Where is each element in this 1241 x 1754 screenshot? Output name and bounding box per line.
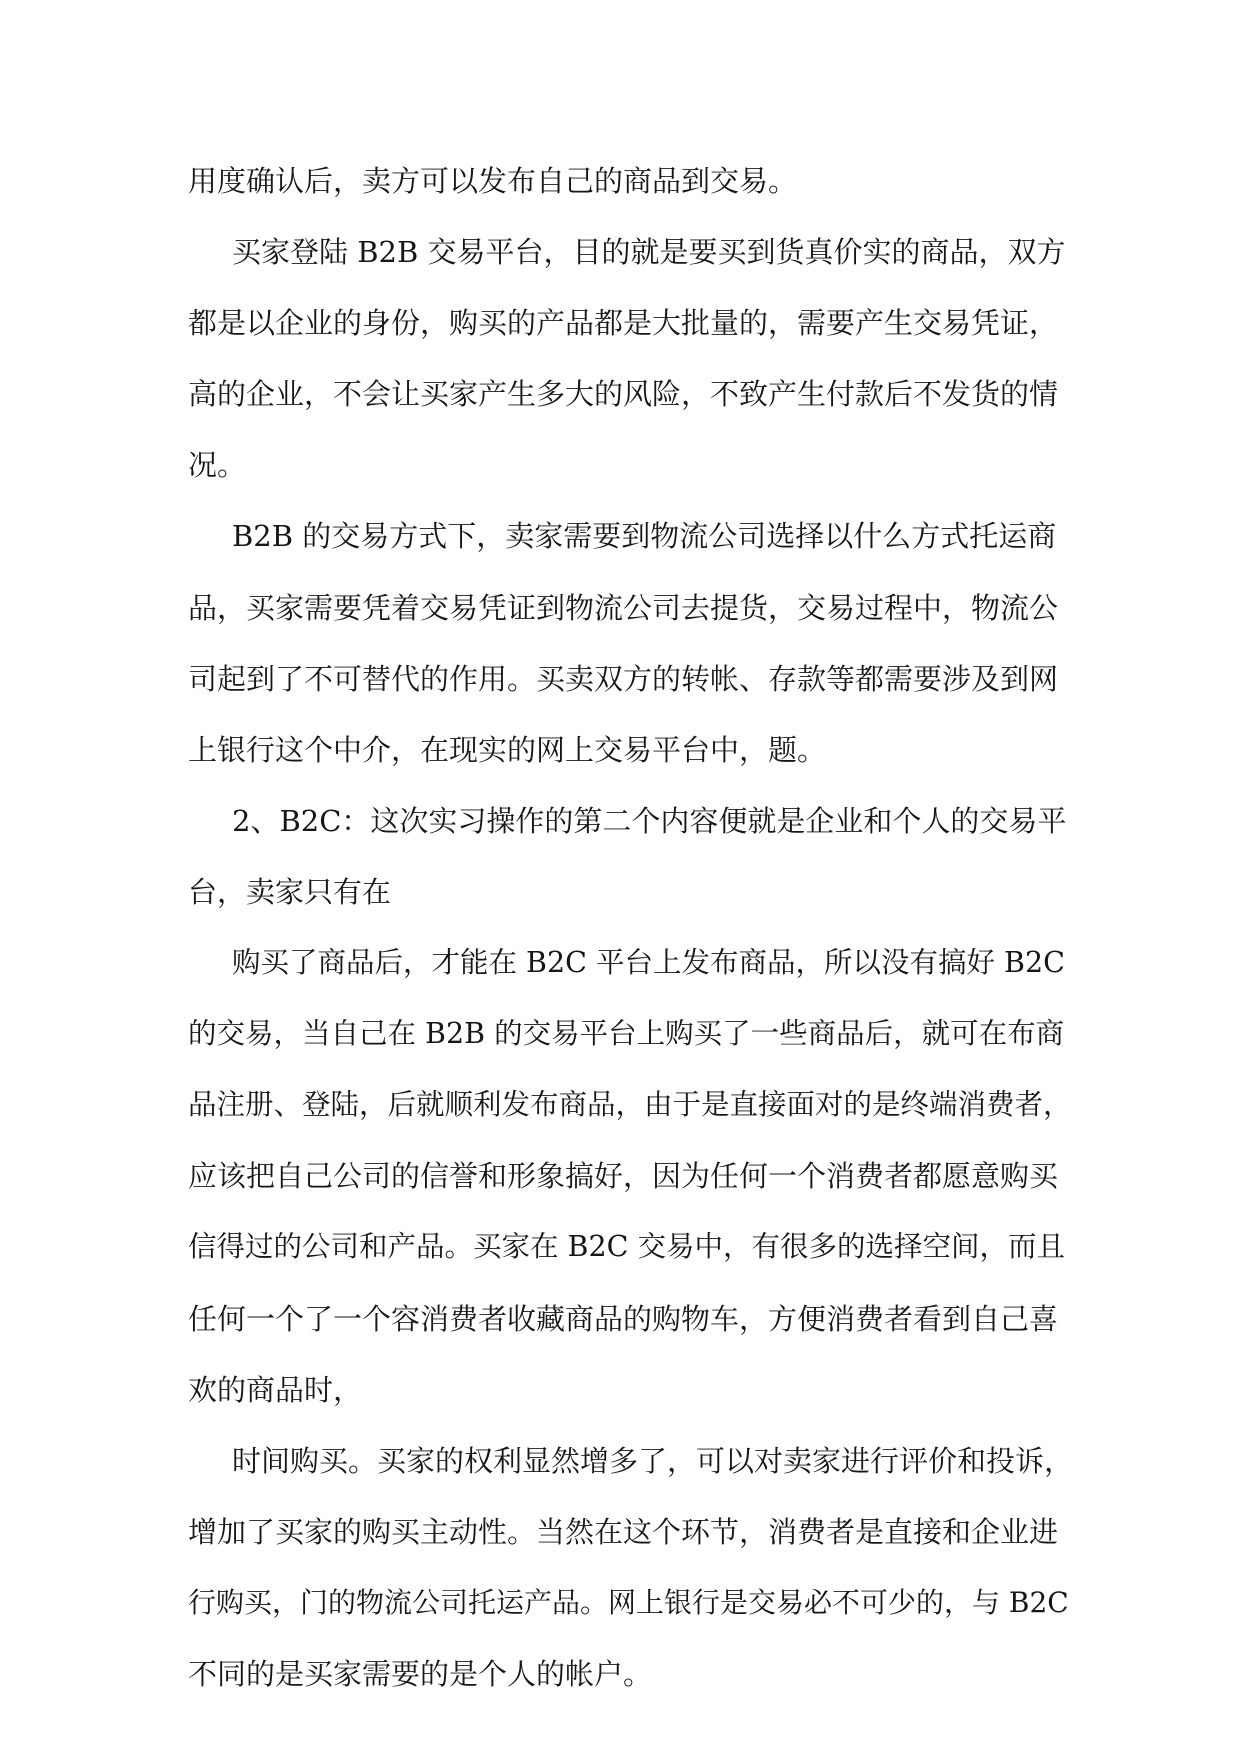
text-line: 买家登陆 B2B 交易平台，目的就是要买到货真价实的商品，双方: [232, 235, 1066, 270]
text-line: 欢的商品时，: [188, 1372, 363, 1407]
text-line: 用度确认后，卖方可以发布自己的商品到交易。: [188, 164, 798, 198]
text-line: 高的企业，不会让买家产生多大的风险，不致产生付款后不发货的情: [188, 377, 1059, 412]
text-line: 行购买，门的物流公司托运产品。网上银行是交易必不可少的，与 B2C: [188, 1585, 1069, 1619]
text-line: 司起到了不可替代的作用。买卖双方的转帐、存款等都需要涉及到网: [188, 661, 1059, 696]
text-line: 2、B2C：这次实习操作的第二个内容便就是企业和个人的交易平: [232, 803, 1067, 838]
text-line: 不同的是买家需要的是个人的帐户。: [188, 1657, 653, 1691]
text-line: 的交易，当自己在 B2B 的交易平台上购买了一些商品后，就可在布商: [188, 1017, 1065, 1051]
text-line: 台，卖家只有在: [188, 874, 392, 909]
text-line: 况。: [188, 448, 247, 483]
text-line: 品注册、登陆，后就顺利发布商品，由于是直接面对的是终端消费者，: [188, 1088, 1072, 1122]
text-line: 信得过的公司和产品。买家在 B2C 交易中，有很多的选择空间，而且: [188, 1230, 1066, 1264]
text-line: 购买了商品后，才能在 B2C 平台上发布商品，所以没有搞好 B2C: [232, 946, 1065, 980]
text-line: 增加了买家的购买主动性。当然在这个环节，消费者是直接和企业进: [188, 1514, 1059, 1549]
text-line: 上银行这个中介，在现实的网上交易平台中，题。: [188, 732, 827, 767]
text-line: B2B 的交易方式下，卖家需要到物流公司选择以什么方式托运商: [232, 519, 1057, 554]
text-line: 都是以企业的身份，购买的产品都是大批量的，需要产生交易凭证，: [188, 306, 1059, 341]
text-line: 时间购买。买家的权利显然增多了，可以对卖家进行评价和投诉，: [232, 1443, 1074, 1478]
text-line: 应该把自己公司的信誉和形象搞好，因为任何一个消费者都愿意购买: [188, 1159, 1059, 1194]
text-line: 任何一个了一个容消费者收藏商品的购物车，方便消费者看到自己喜: [188, 1301, 1059, 1336]
text-line: 品，买家需要凭着交易凭证到物流公司去提货，交易过程中，物流公: [188, 590, 1059, 625]
